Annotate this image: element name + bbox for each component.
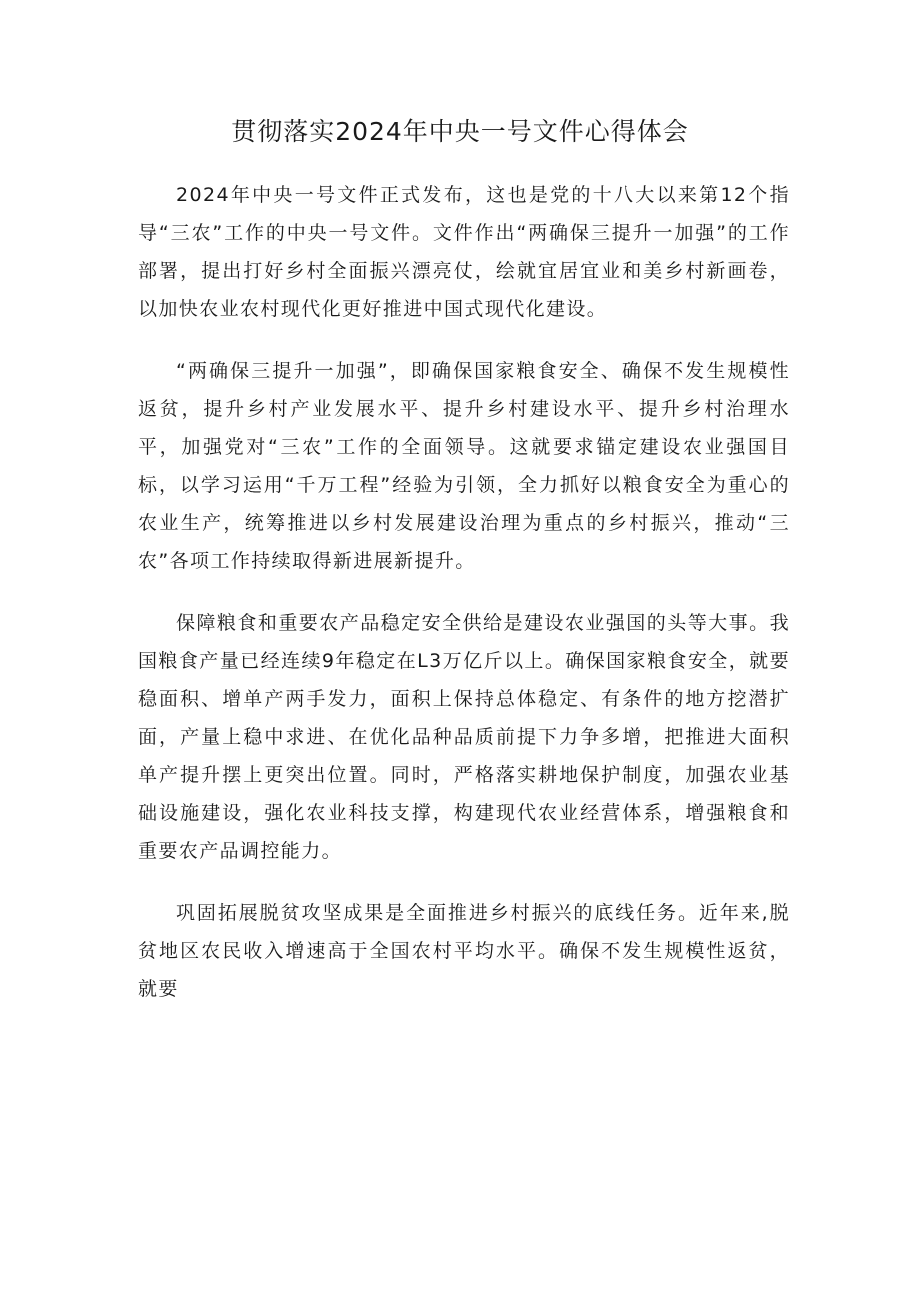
document-body <box>138 176 790 1032</box>
paragraph-4: 巩固拓展脱贫攻坚成果是全面推进乡村振兴的底线任务。近年来,脱贫地区农民收入增速高于全国农村平均水平。确保不发生规模性返贫，就要 <box>138 902 790 1000</box>
paragraph-1: 2024年中央一号文件正式发布，这也是党的十八大以来第12个指导“三农”工作的中央一号文件。文件作出“两确保三提升一加强”的工作部署，提出打好乡村全面振兴漂亮仗，绘就宜居宜业和美乡村新画卷，以加快农业农村现代化更好推进中国式现代化建设。 <box>138 184 790 320</box>
paragraph-2: “两确保三提升一加强”，即确保国家粮食安全、确保不发生规模性返贫，提升乡村产业发展水平、提升乡村建设水平、提升乡村治理水平，加强党对“三农”工作的全面领导。这就要求锚定建设农业强国目标，以学习运用“千万工程”经验为引领，全力抓好以粮食安全为重心的农业生产，统筹推进以乡村发展建设治理为重点的乡村振兴，推动“三农”各项工作持续取得新进展新提升。 <box>138 360 790 572</box>
paragraph-3: 保障粮食和重要农产品稳定安全供给是建设农业强国的头等大事。我国粮食产量已经连续9年稳定在L3万亿斤以上。确保国家粮食安全，就要稳面积、增单产两手发力，面积上保持总体稳定、有条件的地方挖潜扩面，产量上稳中求进、在优化品种品质前提下力争多增，把推进大面积单产提升摆上更突出位置。同时，严格落实耕地保护制度，加强农业基础设施建设，强化农业科技支撑，构建现代农业经营体系，增强粮食和重要农产品调控能力。 <box>138 612 790 862</box>
document-title: 贯彻落实2024年中央一号文件心得体会 <box>231 117 689 146</box>
